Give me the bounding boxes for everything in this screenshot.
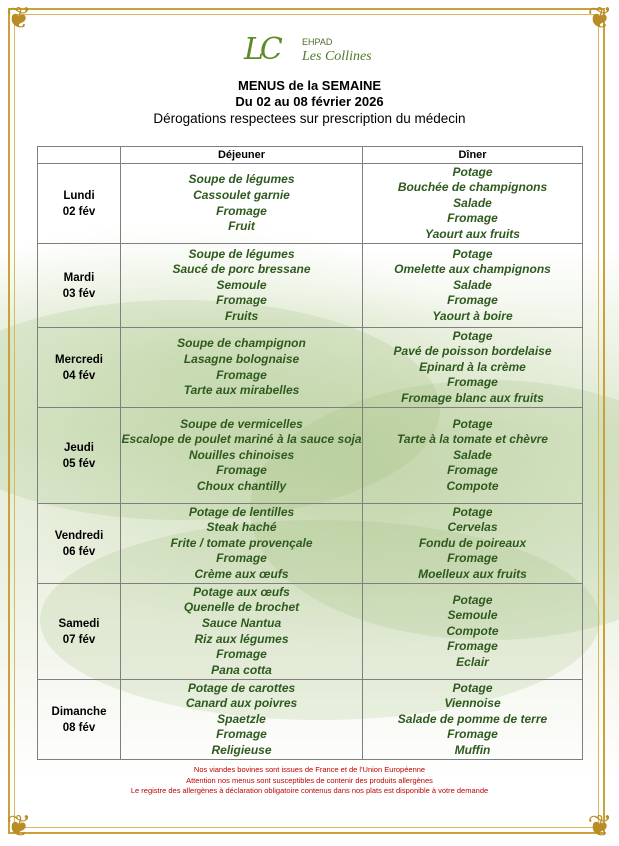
day-date: 02 fév	[62, 205, 96, 218]
lunch-dish: Frite / tomate provençale	[170, 535, 313, 550]
lunch-cell	[121, 680, 363, 760]
dinner-dish: Moelleux aux fruits	[418, 566, 527, 581]
day-name: Samedi	[58, 617, 100, 630]
menu-rows	[38, 164, 583, 760]
lunch-dish: Pana cotta	[211, 662, 272, 677]
table-row	[38, 164, 583, 244]
day-name: Vendredi	[54, 529, 104, 542]
day-date: 05 fév	[62, 457, 96, 470]
day-cell	[38, 584, 121, 680]
dinner-dish: Fromage	[447, 727, 498, 742]
table-row	[38, 408, 583, 504]
dinner-cell	[363, 328, 583, 408]
dinner-dish: Epinard à la crème	[419, 359, 526, 374]
footer-note-allergens: Attention nos menus sont susceptibles de contenir des produits allergènes	[186, 775, 433, 785]
dinner-dish: Salade	[453, 195, 492, 210]
dinner-dish: Eclair	[456, 654, 489, 669]
lunch-dish: Fromage	[216, 203, 267, 218]
day-date: 06 fév	[62, 545, 96, 558]
dinner-dish: Potage	[452, 504, 493, 519]
column-header-dinner: Dîner	[363, 147, 583, 164]
lunch-dish: Fromage	[216, 551, 267, 566]
day-cell	[38, 680, 121, 760]
lunch-dish: Crème aux œufs	[194, 566, 289, 581]
page-title: MENUS de la SEMAINE	[237, 78, 382, 93]
column-header-lunch: Déjeuner	[121, 147, 363, 164]
weekly-menu-table	[37, 146, 583, 760]
table-header-row	[38, 147, 583, 164]
day-cell	[38, 408, 121, 504]
dinner-dish: Pavé de poisson bordelaise	[393, 344, 552, 359]
day-name: Mardi	[63, 271, 95, 284]
dinner-dish: Compote	[446, 478, 499, 493]
dinner-dish: Fromage	[447, 293, 498, 308]
table-row	[38, 328, 583, 408]
dinner-dish: Potage	[452, 328, 493, 343]
day-cell	[38, 244, 121, 328]
dinner-cell	[363, 584, 583, 680]
lunch-cell	[121, 408, 363, 504]
dinner-dish: Potage	[452, 246, 493, 261]
dinner-cell	[363, 504, 583, 584]
dinner-dish: Cervelas	[447, 520, 498, 535]
page-subtitle: Dérogations respectees sur prescription du médecin	[153, 111, 466, 126]
lunch-dish: Soupe de champignon	[177, 336, 306, 351]
lunch-dish: Escalope de poulet mariné à la sauce soja	[121, 432, 362, 447]
day-date: 03 fév	[62, 287, 96, 300]
footer-notes	[0, 765, 619, 797]
dinner-dish: Yaourt aux fruits	[425, 226, 520, 241]
lunch-dish: Quenelle de brochet	[183, 600, 300, 615]
table-row	[38, 584, 583, 680]
table-row	[38, 504, 583, 584]
dinner-dish: Fromage	[447, 551, 498, 566]
lunch-dish: Tarte aux mirabelles	[183, 383, 300, 398]
ehpad-logo	[244, 32, 394, 72]
day-date: 08 fév	[62, 721, 96, 734]
lunch-dish: Saucé de porc bressane	[172, 262, 311, 277]
day-cell	[38, 328, 121, 408]
lunch-dish: Fromage	[216, 727, 267, 742]
logo-ehpad-label: EHPAD	[302, 37, 333, 47]
dinner-dish: Viennoise	[444, 696, 501, 711]
column-header-day	[38, 147, 121, 164]
frame-corner-ornament: ❦	[6, 1, 32, 36]
dinner-dish: Fromage	[447, 211, 498, 226]
lunch-dish: Potage aux œufs	[193, 584, 290, 599]
lunch-dish: Spaetzle	[217, 711, 266, 726]
dinner-dish: Potage	[452, 164, 493, 179]
dinner-dish: Fromage blanc aux fruits	[401, 390, 544, 405]
day-name: Jeudi	[63, 441, 95, 454]
lunch-dish: Canard aux poivres	[185, 696, 298, 711]
lunch-cell	[121, 164, 363, 244]
lunch-dish: Sauce Nantua	[201, 615, 282, 630]
lunch-dish: Soupe de légumes	[188, 172, 295, 187]
dinner-dish: Bouchée de champignons	[397, 180, 548, 195]
lunch-dish: Nouilles chinoises	[188, 447, 295, 462]
lunch-dish: Fromage	[216, 293, 267, 308]
lunch-dish: Fromage	[216, 367, 267, 382]
day-name: Dimanche	[51, 705, 107, 718]
lunch-cell	[121, 244, 363, 328]
dinner-dish: Tarte à la tomate et chèvre	[397, 432, 548, 447]
lunch-dish: Cassoulet garnie	[193, 187, 290, 202]
dinner-dish: Fromage	[447, 463, 498, 478]
lunch-dish: Fromage	[216, 463, 267, 478]
lunch-cell	[121, 504, 363, 584]
footer-note-beef-origin: Nos viandes bovines sont issues de France et de l'Union Européenne	[193, 765, 426, 774]
frame-corner-ornament: ❦	[587, 1, 613, 36]
table-row	[38, 244, 583, 328]
day-cell	[38, 164, 121, 244]
dinner-dish: Salade de pomme de terre	[397, 711, 548, 726]
table-row	[38, 680, 583, 760]
lunch-dish: Semoule	[216, 277, 267, 292]
logo-name: Les Collines	[302, 49, 372, 64]
dinner-dish: Compote	[446, 623, 499, 638]
dinner-cell	[363, 680, 583, 760]
day-cell	[38, 504, 121, 584]
date-range: Du 02 au 08 février 2026	[235, 94, 384, 109]
day-date: 07 fév	[62, 633, 96, 646]
day-name: Lundi	[63, 189, 95, 202]
day-date: 04 fév	[62, 369, 96, 382]
lunch-cell	[121, 584, 363, 680]
lunch-dish: Steak haché	[206, 520, 277, 535]
dinner-dish: Potage	[452, 592, 493, 607]
lunch-dish: Fruit	[228, 219, 255, 234]
lunch-dish: Soupe de légumes	[188, 246, 295, 261]
lunch-dish: Choux chantilly	[196, 478, 287, 493]
lunch-dish: Religieuse	[211, 742, 272, 757]
lunch-dish: Riz aux légumes	[194, 631, 289, 646]
dinner-dish: Salade	[453, 447, 492, 462]
dinner-dish: Potage	[452, 416, 493, 431]
lunch-dish: Potage de carottes	[187, 680, 296, 695]
lunch-dish: Fruits	[224, 308, 259, 323]
dinner-dish: Omelette aux champignons	[394, 262, 551, 277]
dinner-cell	[363, 244, 583, 328]
footer-note-allergen-register: Le registre des allergènes à déclaration obligatoire contenus dans nos plats est disponible à votre demande	[130, 786, 489, 795]
lunch-dish: Potage de lentilles	[188, 504, 295, 519]
dinner-dish: Salade	[453, 277, 492, 292]
dinner-dish: Potage	[452, 680, 493, 695]
dinner-dish: Fromage	[447, 639, 498, 654]
dinner-dish: Semoule	[447, 608, 498, 623]
dinner-cell	[363, 164, 583, 244]
logo-initials: LC	[244, 32, 279, 67]
frame-corner-ornament: ❦	[587, 809, 613, 844]
dinner-dish: Fondu de poireaux	[418, 535, 527, 550]
dinner-dish: Muffin	[454, 742, 491, 757]
lunch-dish: Fromage	[216, 647, 267, 662]
dinner-dish: Fromage	[447, 375, 498, 390]
lunch-dish: Lasagne bolognaise	[183, 351, 300, 366]
dinner-cell	[363, 408, 583, 504]
lunch-dish: Soupe de vermicelles	[180, 416, 303, 431]
frame-corner-ornament: ❦	[6, 809, 32, 844]
day-name: Mercredi	[55, 353, 103, 366]
dinner-dish: Yaourt à boire	[432, 308, 513, 323]
lunch-cell	[121, 328, 363, 408]
